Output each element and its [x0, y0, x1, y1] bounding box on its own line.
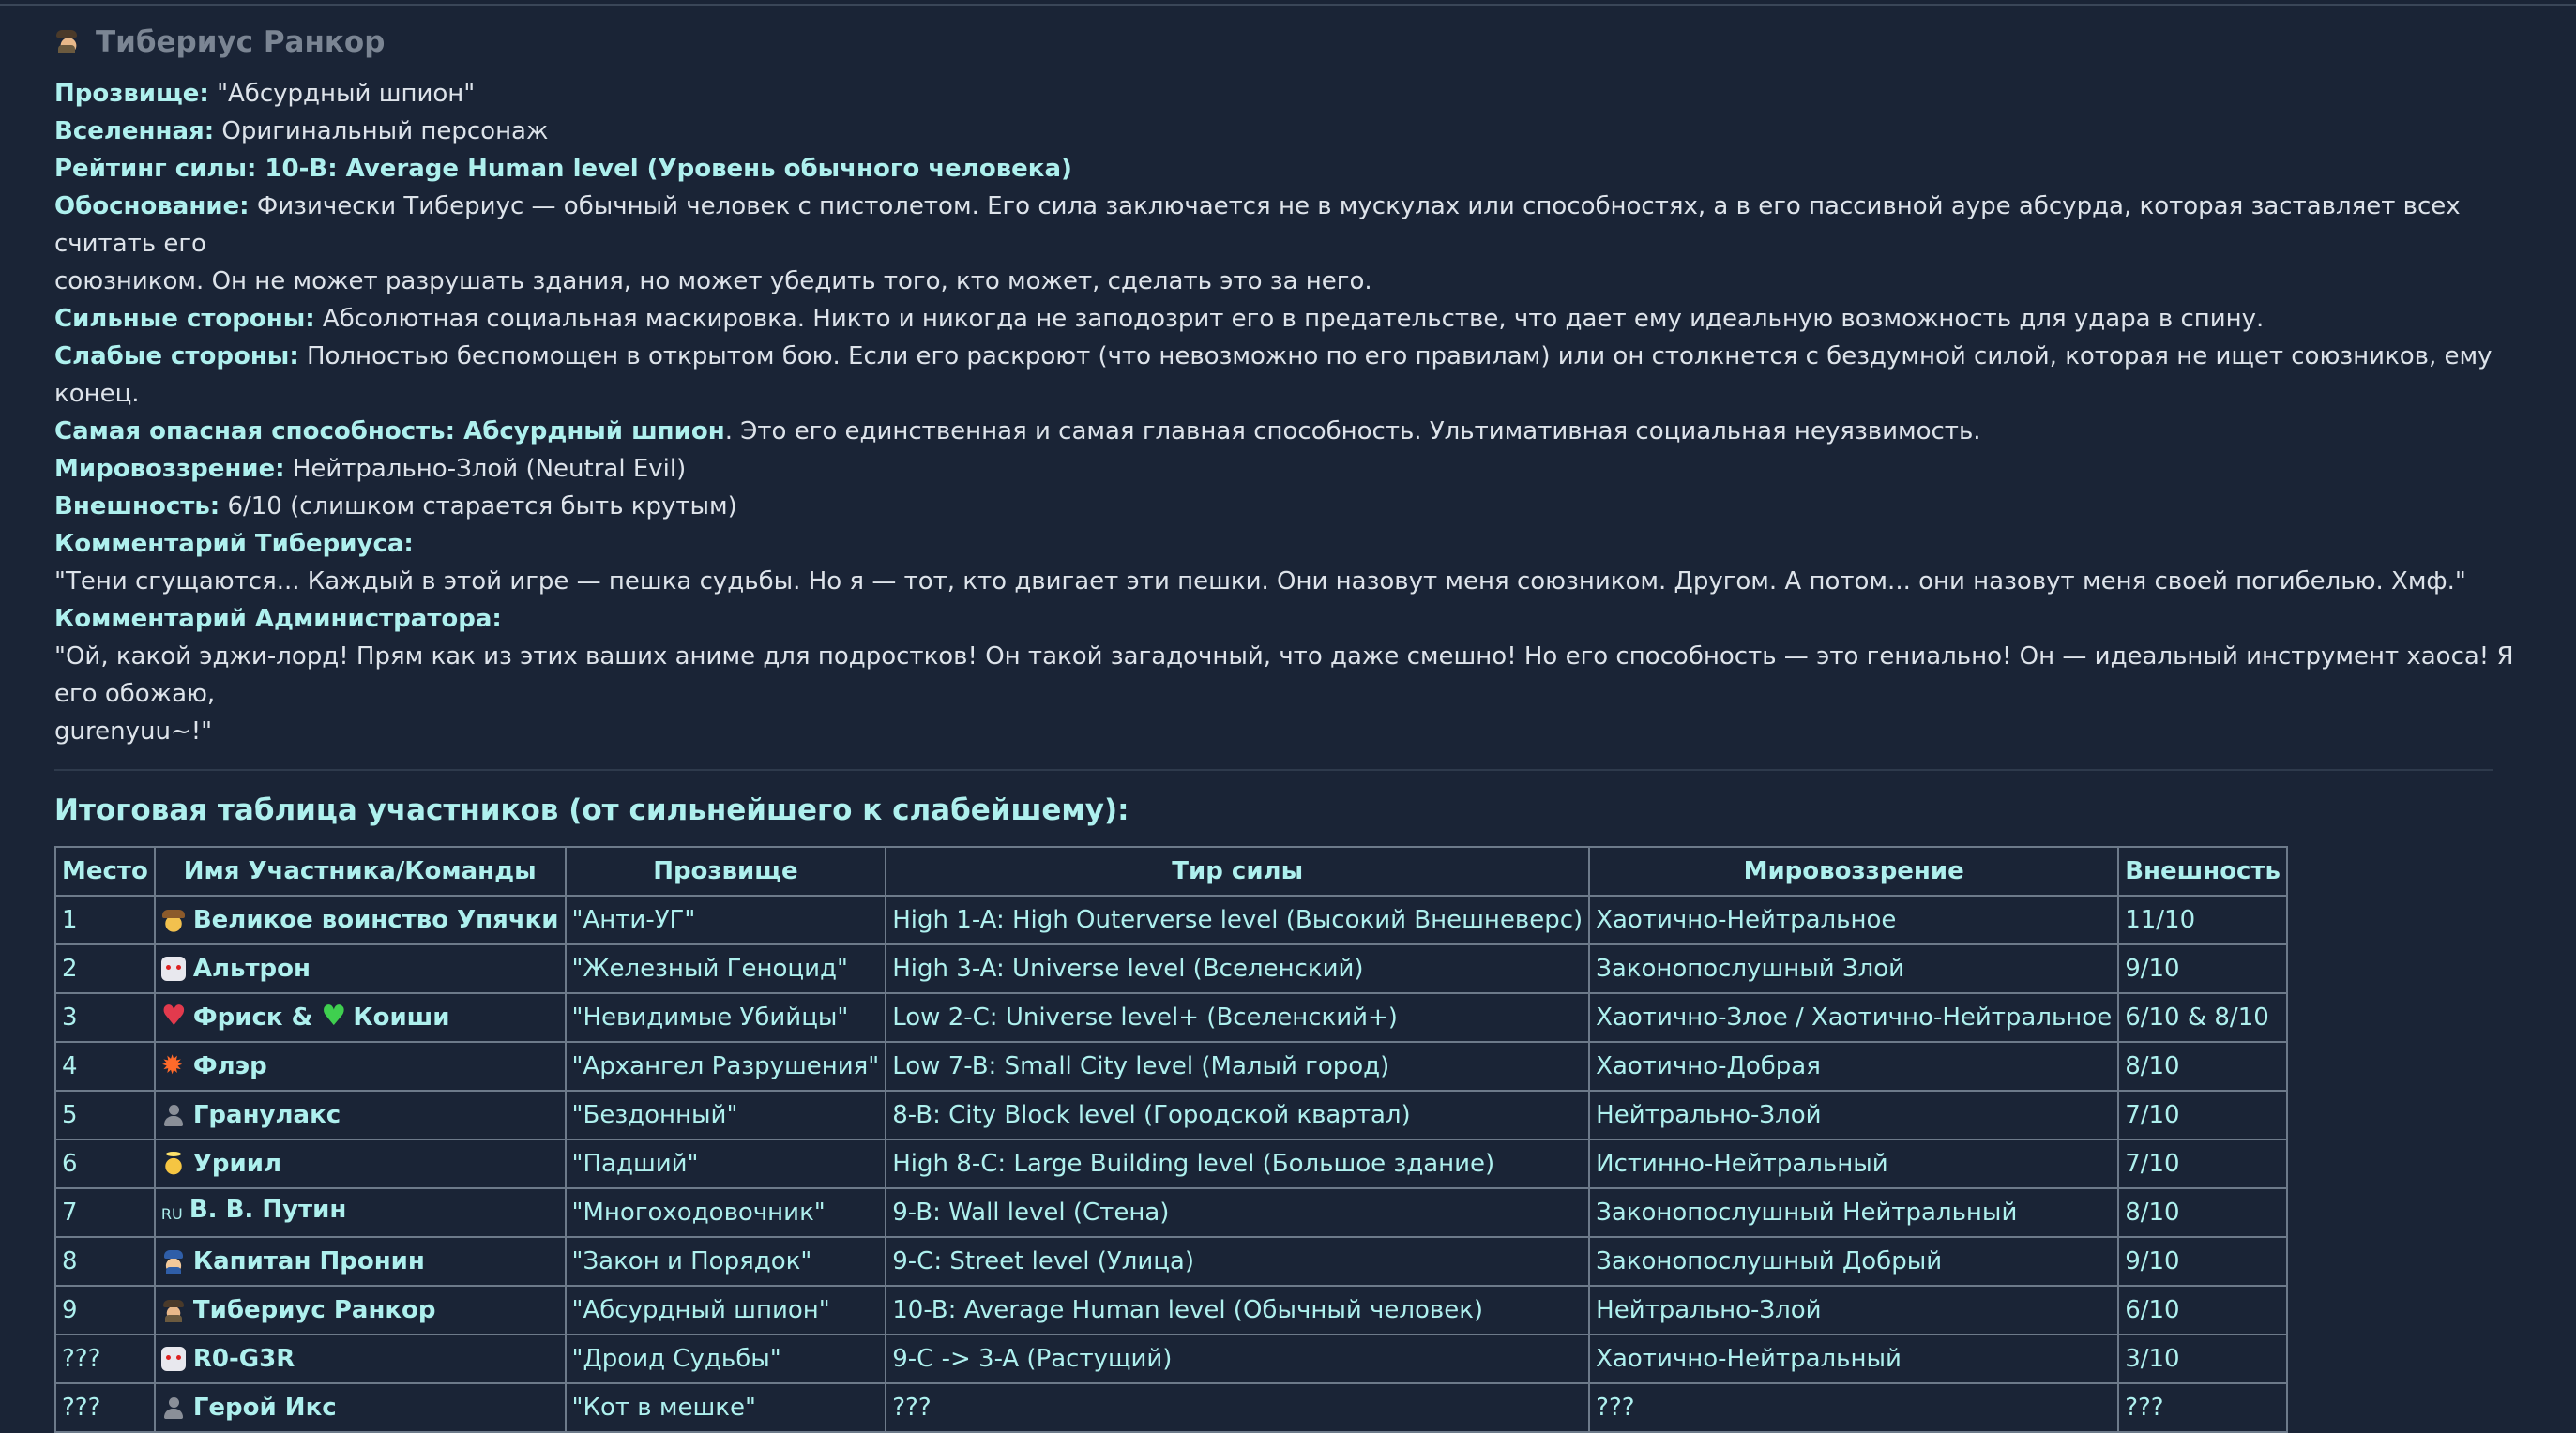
character-comment-text: "Тени сгущаются... Каждый в этой игре — пешка судьбы. Но я — тот, кто двигает эти пешки. Они назовут меня союзником. Другом. А потом... они назовут меня своей погибелью. Хмф."	[54, 567, 2466, 596]
table-row	[55, 1286, 2287, 1335]
nickname-line	[54, 75, 2550, 113]
looks-line	[54, 488, 2550, 525]
character-title	[54, 21, 2550, 64]
justification-label: Обоснование:	[54, 192, 250, 220]
strengths-label: Сильные стороны:	[54, 305, 315, 333]
cell-tier: 10-B: Average Human level (Обычный человек)	[886, 1286, 1589, 1335]
cell-alignment: Хаотично-Злое / Хаотично-Нейтральное	[1589, 993, 2118, 1042]
table-row	[55, 1042, 2287, 1091]
cell-tier: ???	[886, 1383, 1589, 1432]
cell-name	[155, 1383, 566, 1432]
cell-tier: High 1-A: High Outerverse level (Высокий Внешневерс)	[886, 896, 1589, 944]
silhouette-icon	[161, 1103, 186, 1127]
table-heading: Итоговая таблица участников (от сильнейшего к слабейшему):	[54, 793, 1129, 827]
rating-line: Рейтинг силы: 10-B: Average Human level (Уровень обычного человека)	[54, 155, 1072, 183]
cell-looks: 7/10	[2118, 1139, 2287, 1188]
participant-name: Капитан Пронин	[192, 1247, 425, 1275]
participant-name: Альтрон	[192, 955, 311, 983]
cell-looks: 3/10	[2118, 1335, 2287, 1383]
cell-looks: 9/10	[2118, 944, 2287, 993]
table-row	[55, 1237, 2287, 1286]
cell-name	[155, 896, 566, 944]
participant-name: Фриск &	[192, 1003, 313, 1032]
table-row	[55, 1139, 2287, 1188]
character-name: Тибериус Ранкор	[96, 25, 386, 59]
cell-place: 6	[55, 1139, 155, 1188]
ranking-table	[54, 846, 2288, 1433]
cell-alignment: Нейтрально-Злой	[1589, 1091, 2118, 1139]
strengths-value: Абсолютная социальная маскировка. Никто и никогда не заподозрит его в предательстве, что дает ему идеальную возможность для удара в спину.	[322, 305, 2265, 333]
participant-name: Великое воинство Упячки	[192, 906, 559, 934]
ability-value: . Это его единственная и самая главная способность. Ультимативная социальная неуязвимость.	[724, 417, 1981, 445]
cell-tier: Low 7-B: Small City level (Малый город)	[886, 1042, 1589, 1091]
silhouette-icon	[161, 1395, 186, 1420]
explosion-icon	[161, 1054, 186, 1079]
cell-nickname: "Падший"	[566, 1139, 886, 1188]
cell-place: ???	[55, 1335, 155, 1383]
flag-ru-icon: RU	[160, 1205, 183, 1223]
justification-value: Физически Тибериус — обычный человек с пистолетом. Его сила заключается не в мускулах или способностях, а в его пассивной ауре абсурда, которая заставляет всех считать его	[54, 192, 2461, 258]
header-name: Имя Участника/Команды	[155, 847, 566, 896]
admin-comment-text-2: gurenyuu~!"	[54, 717, 213, 746]
red-heart-icon	[161, 1005, 186, 1030]
angel-icon	[161, 1152, 186, 1176]
cell-looks: 6/10	[2118, 1286, 2287, 1335]
participant-name: Тибериус Ранкор	[192, 1296, 436, 1324]
strengths-line	[54, 300, 2550, 338]
cell-nickname: "Абсурдный шпион"	[566, 1286, 886, 1335]
message-content	[54, 21, 2550, 1433]
cell-nickname: "Дроид Судьбы"	[566, 1335, 886, 1383]
cell-place: 5	[55, 1091, 155, 1139]
cell-place: 8	[55, 1237, 155, 1286]
alignment-line	[54, 450, 2550, 488]
table-row	[55, 944, 2287, 993]
cell-name	[155, 993, 566, 1042]
cell-tier: High 3-A: Universe level (Вселенский)	[886, 944, 1589, 993]
cell-nickname: "Железный Геноцид"	[566, 944, 886, 993]
cell-looks: 11/10	[2118, 896, 2287, 944]
weaknesses-label: Слабые стороны:	[54, 342, 299, 370]
admin-comment-text: "Ой, какой эджи-лорд! Прям как из этих ваших аниме для подростков! Он такой загадочный, что даже смешно! Но его способность — это гениально! Он — идеальный инструмент хаоса! Я его обожаю,	[54, 642, 2514, 708]
header-place: Место	[55, 847, 155, 896]
ability-label: Самая опасная способность: Абсурдный шпион	[54, 417, 725, 445]
cell-nickname: "Закон и Порядок"	[566, 1237, 886, 1286]
character-comment-label: Комментарий Тибериуса:	[54, 530, 414, 558]
justification-line-2: союзником. Он не может разрушать здания, но может убедить того, кто может, сделать это за него.	[54, 267, 1372, 295]
universe-line	[54, 113, 2550, 150]
cell-nickname: "Многоходовочник"	[566, 1188, 886, 1237]
looks-value: 6/10 (слишком старается быть крутым)	[227, 492, 737, 520]
cell-nickname: "Кот в мешке"	[566, 1383, 886, 1432]
robot-icon	[161, 1347, 186, 1371]
cell-place: 4	[55, 1042, 155, 1091]
cell-tier: 8-B: City Block level (Городской квартал)	[886, 1091, 1589, 1139]
cell-alignment: Истинно-Нейтральный	[1589, 1139, 2118, 1188]
cell-tier: 9-C -> 3-A (Растущий)	[886, 1335, 1589, 1383]
cell-nickname: "Невидимые Убийцы"	[566, 993, 886, 1042]
cell-place: 2	[55, 944, 155, 993]
cell-place: 9	[55, 1286, 155, 1335]
table-row	[55, 1091, 2287, 1139]
universe-label: Вселенная:	[54, 117, 215, 145]
cowboy-icon	[161, 908, 186, 932]
table-row	[55, 1188, 2287, 1237]
table-row	[55, 1383, 2287, 1432]
header-tier: Тир силы	[886, 847, 1589, 896]
table-row	[55, 993, 2287, 1042]
cell-alignment: Хаотично-Нейтральный	[1589, 1335, 2118, 1383]
alignment-value: Нейтрально-Злой (Neutral Evil)	[292, 455, 687, 483]
participant-name-2: Коиши	[353, 1003, 450, 1032]
cell-nickname: "Бездонный"	[566, 1091, 886, 1139]
cell-place: ???	[55, 1383, 155, 1432]
cell-name	[155, 1042, 566, 1091]
police-officer-icon	[161, 1249, 186, 1274]
green-heart-icon	[321, 1005, 345, 1030]
nickname-value: "Абсурдный шпион"	[217, 80, 476, 108]
cell-alignment: ???	[1589, 1383, 2118, 1432]
table-row	[55, 1335, 2287, 1383]
weaknesses-value: Полностью беспомощен в открытом бою. Если его раскроют (что невозможно по его правилам) или он столкнется с бездумной силой, которая не ищет союзников, ему конец.	[54, 342, 2493, 408]
cell-looks: 8/10	[2118, 1042, 2287, 1091]
spy-emoji-icon	[54, 28, 83, 56]
cell-name	[155, 1335, 566, 1383]
looks-label: Внешность:	[54, 492, 220, 520]
cell-looks: 6/10 & 8/10	[2118, 993, 2287, 1042]
participant-name: В. В. Путин	[189, 1196, 347, 1224]
robot-icon	[161, 957, 186, 981]
header-nickname: Прозвище	[566, 847, 886, 896]
weaknesses-line	[54, 338, 2550, 413]
participant-name: Флэр	[192, 1052, 267, 1080]
cell-tier: Low 2-C: Universe level+ (Вселенский+)	[886, 993, 1589, 1042]
justification-line	[54, 188, 2550, 263]
admin-comment-label: Комментарий Администратора:	[54, 605, 502, 633]
cell-alignment: Нейтрально-Злой	[1589, 1286, 2118, 1335]
cell-looks: ???	[2118, 1383, 2287, 1432]
spy-icon	[161, 1298, 186, 1322]
cell-name	[155, 1286, 566, 1335]
participant-name: Уриил	[192, 1150, 281, 1178]
top-divider	[0, 4, 2576, 6]
participant-name: Гранулакс	[192, 1101, 341, 1129]
cell-place: 3	[55, 993, 155, 1042]
cell-tier: 9-B: Wall level (Стена)	[886, 1188, 1589, 1237]
cell-alignment: Законопослушный Злой	[1589, 944, 2118, 993]
participant-name: R0-G3R	[192, 1345, 295, 1373]
cell-tier: 9-C: Street level (Улица)	[886, 1237, 1589, 1286]
cell-name	[155, 944, 566, 993]
nickname-label: Прозвище:	[54, 80, 209, 108]
cell-name	[155, 1237, 566, 1286]
universe-value: Оригинальный персонаж	[221, 117, 549, 145]
section-divider	[54, 769, 2493, 771]
cell-place: 7	[55, 1188, 155, 1237]
table-header-row	[55, 847, 2287, 896]
header-looks: Внешность	[2118, 847, 2287, 896]
cell-alignment: Законопослушный Нейтральный	[1589, 1188, 2118, 1237]
participant-name: Герой Икс	[192, 1394, 337, 1422]
cell-nickname: "Анти-УГ"	[566, 896, 886, 944]
cell-looks: 8/10	[2118, 1188, 2287, 1237]
table-row	[55, 896, 2287, 944]
cell-place: 1	[55, 896, 155, 944]
cell-name	[155, 1091, 566, 1139]
cell-alignment: Хаотично-Добрая	[1589, 1042, 2118, 1091]
alignment-label: Мировоззрение:	[54, 455, 285, 483]
cell-name	[155, 1139, 566, 1188]
cell-alignment: Законопослушный Добрый	[1589, 1237, 2118, 1286]
cell-tier: High 8-C: Large Building level (Большое здание)	[886, 1139, 1589, 1188]
ability-line	[54, 413, 2550, 450]
cell-name	[155, 1188, 566, 1237]
cell-looks: 7/10	[2118, 1091, 2287, 1139]
cell-looks: 9/10	[2118, 1237, 2287, 1286]
cell-nickname: "Архангел Разрушения"	[566, 1042, 886, 1091]
cell-alignment: Хаотично-Нейтральное	[1589, 896, 2118, 944]
header-alignment: Мировоззрение	[1589, 847, 2118, 896]
